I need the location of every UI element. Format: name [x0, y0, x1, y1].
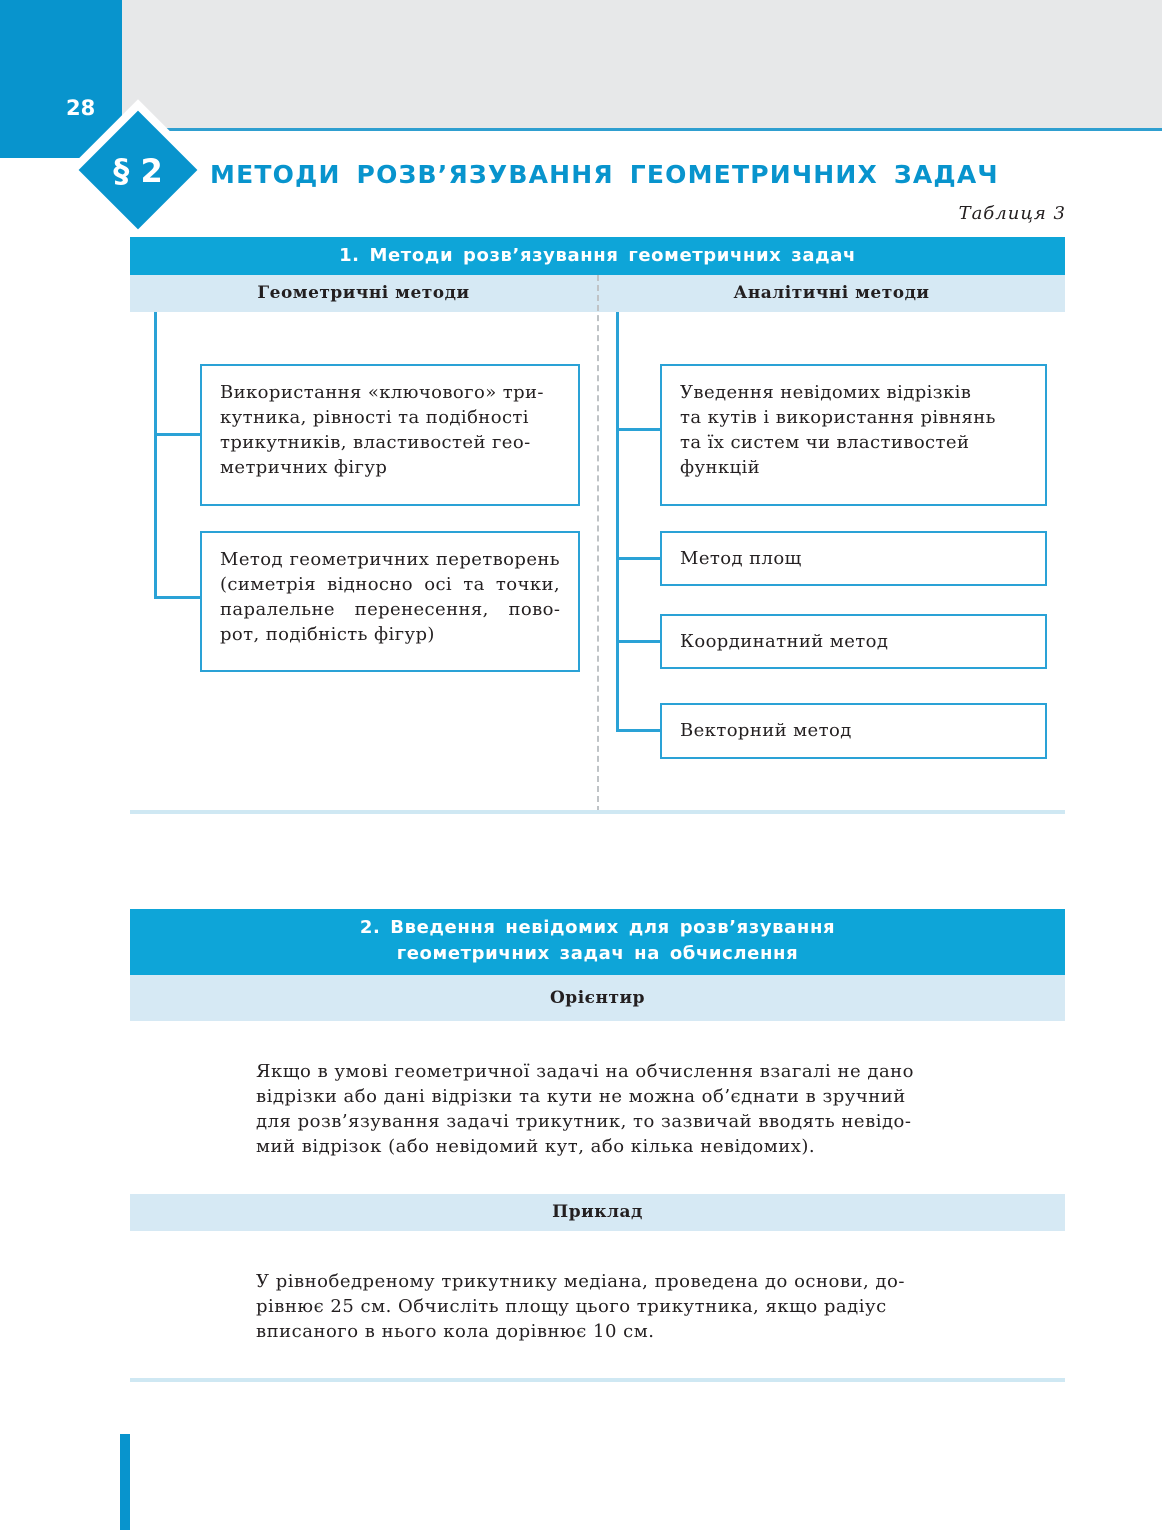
method-box-areas	[660, 531, 1047, 586]
section-number: § 2	[113, 152, 163, 190]
left-branch-connector	[154, 433, 201, 436]
right-branch-connector	[616, 640, 661, 643]
method-text: Використання «ключового» три- кутника, рівності та подібності трикутників, властивостей гео- метричних фігур	[220, 382, 544, 478]
column-divider	[597, 275, 599, 812]
example-text: У рівнобедреному трикутнику медіана, проведена до основи, до- рівнює 25 см. Обчисліть площу цього трикутника, якщо радіус вписаного в нього кола дорівнює 10 см.	[256, 1271, 905, 1342]
method-text: Метод площ	[680, 548, 802, 569]
method-text: Метод геометричних перетворень (симетрія відносно осі та точки, паралельне перенесення, поворот, подібність фігур)	[220, 549, 560, 645]
table2-title-line: 2. Введення невідомих для розв’язування	[359, 917, 836, 938]
right-branch-connector	[616, 557, 661, 560]
section-title: МЕТОДИ РОЗВ’ЯЗУВАННЯ ГЕОМЕТРИЧНИХ ЗАДАЧ	[210, 160, 999, 189]
method-box-coordinate	[660, 614, 1047, 669]
table1-title: 1. Методи розв’язування геометричних задач	[130, 237, 1065, 275]
table-label: Таблиця 3	[958, 203, 1066, 224]
right-branch-connector	[616, 729, 661, 732]
page-edge-strip	[120, 1434, 130, 1530]
table1-bottom-rule	[130, 810, 1065, 814]
header-rule	[122, 128, 1162, 131]
method-text: Уведення невідомих відрізків та кутів і використання рівнянь та їх систем чи властивостей функцій	[680, 382, 996, 478]
method-box-key-triangle	[200, 364, 580, 506]
left-tree-trunk	[154, 312, 157, 599]
analytic-methods-header: Аналітичні методи	[733, 283, 930, 303]
method-text: Векторний метод	[680, 720, 852, 741]
header-background	[122, 0, 1162, 130]
table2-bottom-rule	[130, 1378, 1065, 1382]
method-box-vector	[660, 703, 1047, 759]
orientir-text: Якщо в умові геометричної задачі на обчислення взагалі не дано відрізки або дані відрізки та кути не можна об’єднати в зручний для розв’язування задачі трикутник, то зазвичай вводять невідо- мий відрізок (або невідомий кут, або кілька невідомих).	[256, 1061, 915, 1157]
left-branch-connector	[154, 596, 201, 599]
method-box-transformations	[200, 531, 580, 672]
orientir-header: Орієнтир	[130, 975, 1065, 1021]
method-text: Координатний метод	[680, 631, 889, 652]
example-header: Приклад	[130, 1194, 1065, 1231]
right-branch-connector	[616, 428, 661, 431]
table2-title	[130, 909, 1065, 975]
page-number: 28	[66, 96, 96, 120]
table2-title-line: геометричних задач на обчислення	[396, 943, 799, 964]
right-tree-trunk	[616, 312, 619, 732]
method-box-unknowns	[660, 364, 1047, 506]
geometric-methods-header: Геометричні методи	[257, 283, 470, 303]
